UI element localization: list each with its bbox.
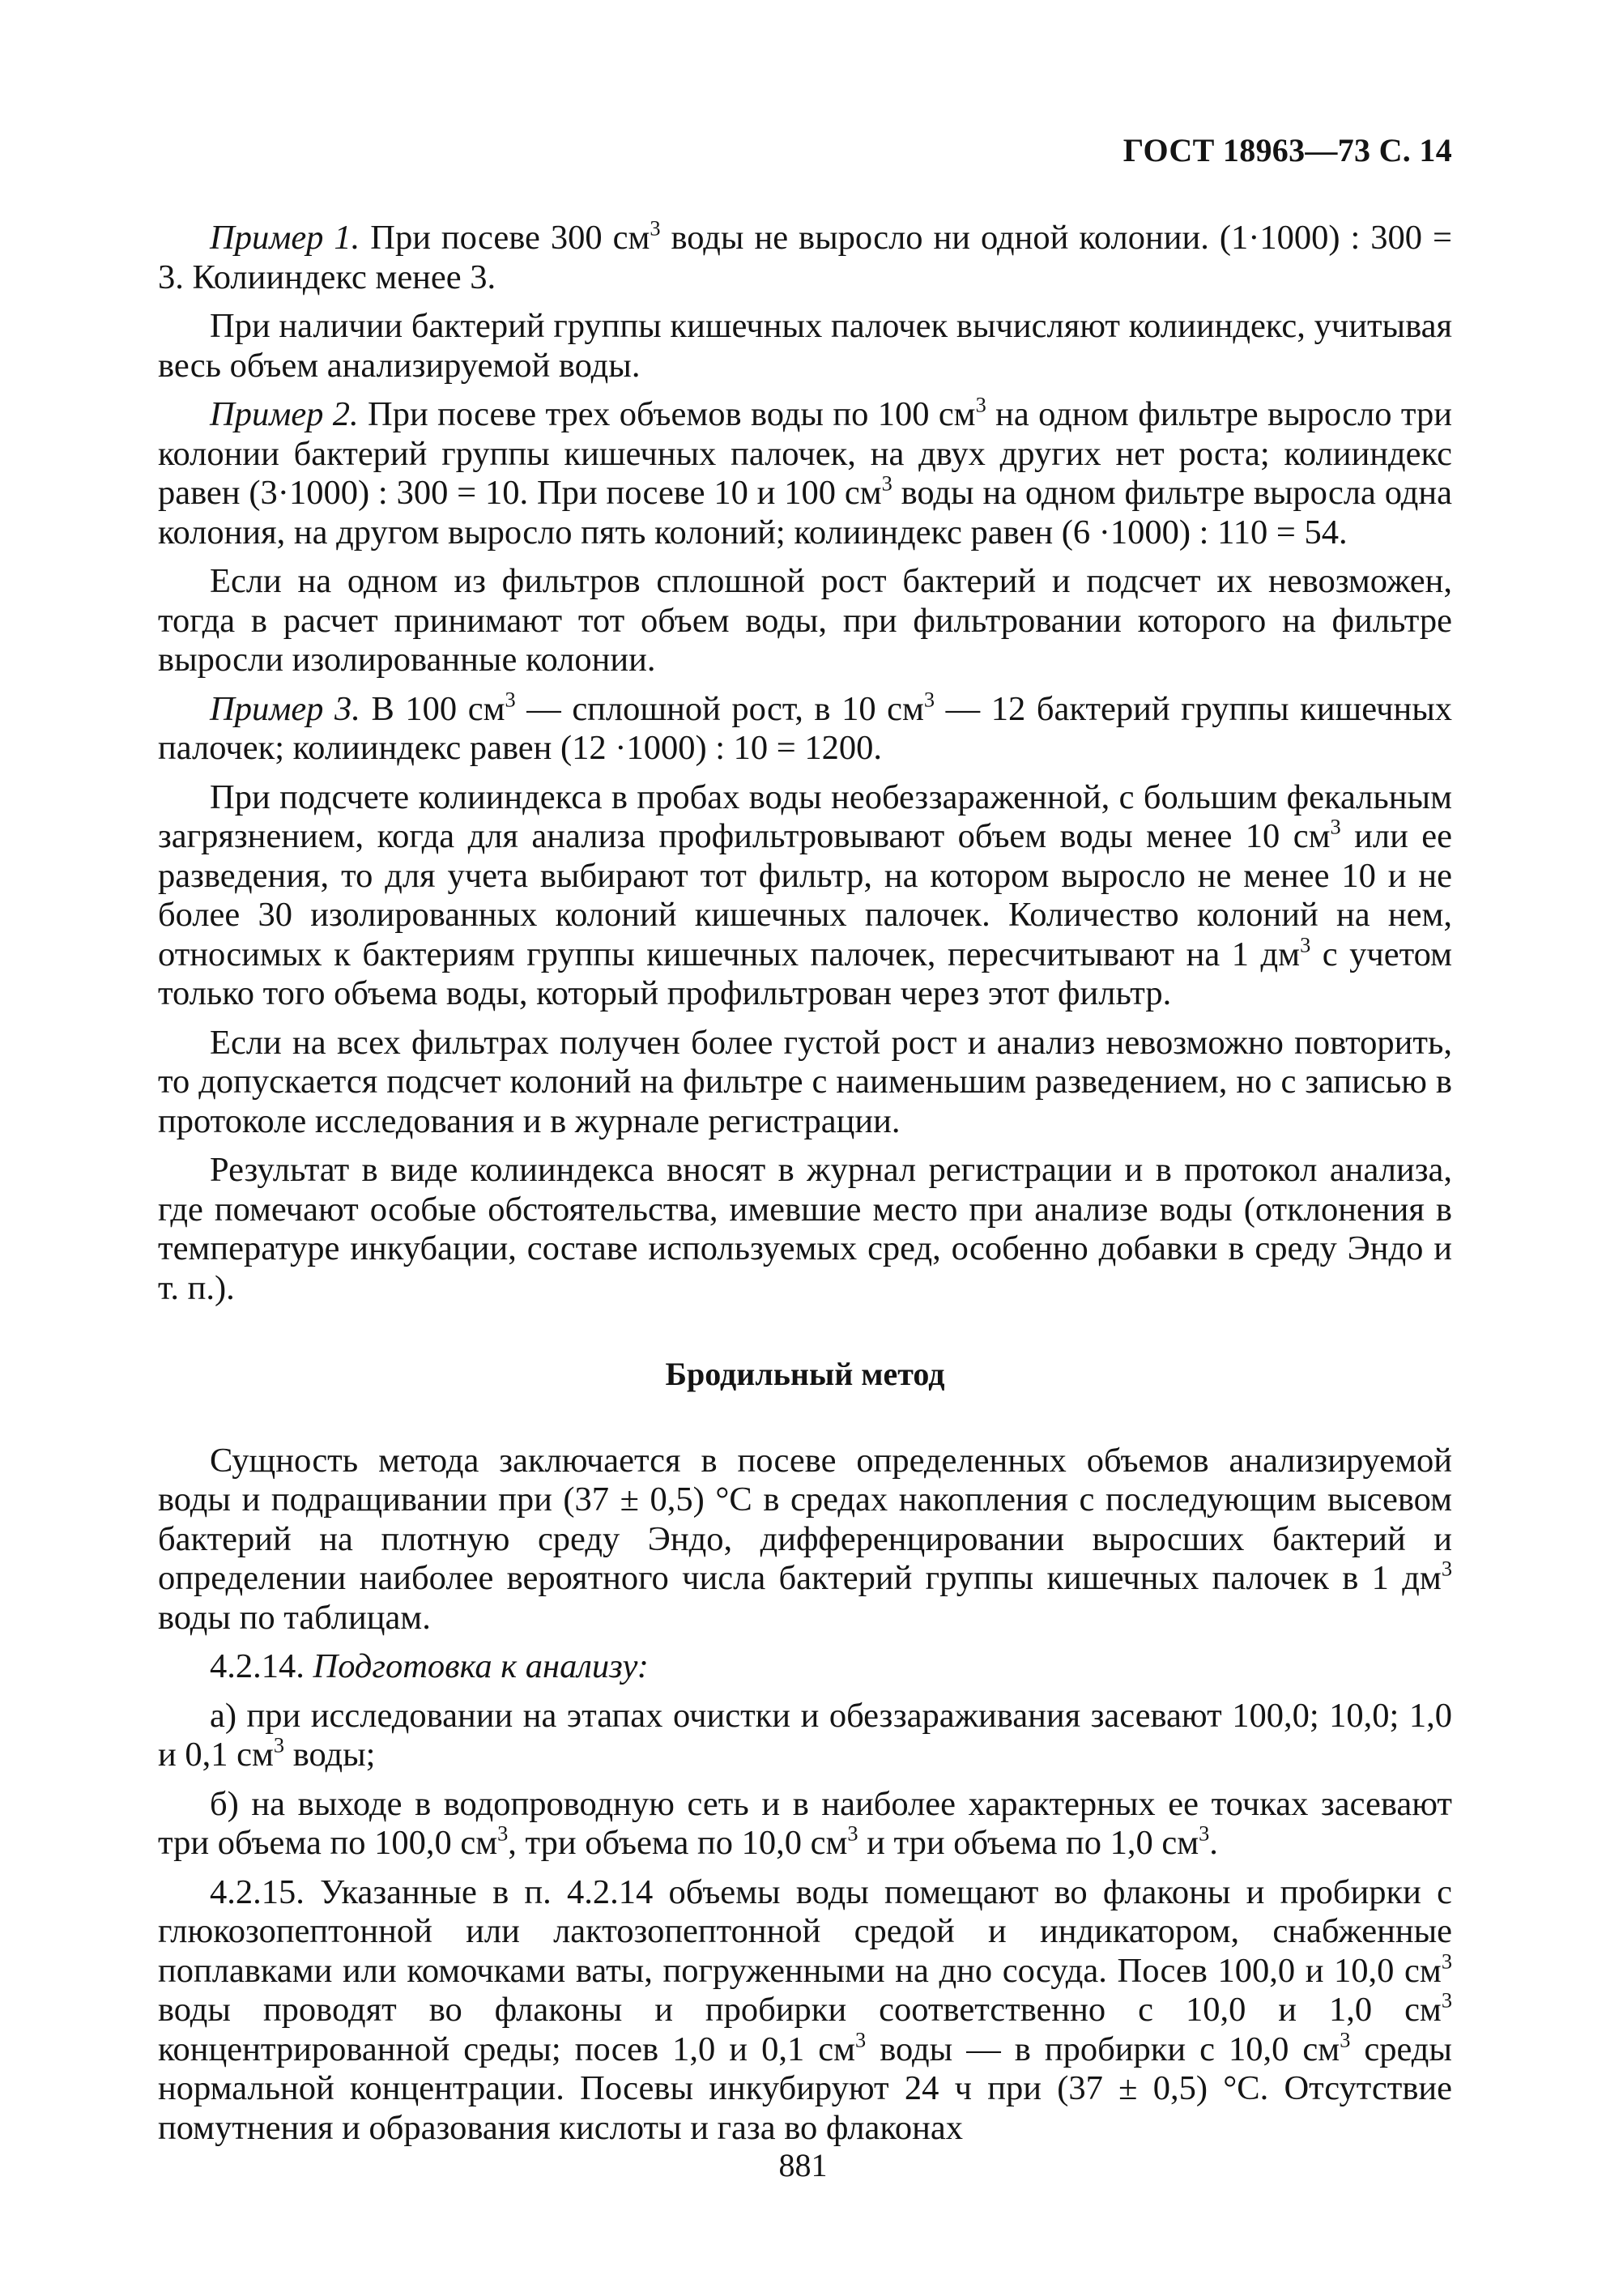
superscript: 3 xyxy=(650,216,661,241)
text-run: воды проводят во флаконы и пробирки соответственно с 10,0 и 1,0 см xyxy=(158,1991,1442,2029)
paragraph: При наличии бактерий группы кишечных палочек вычисляют колииндекс, учитывая весь объем анализируемой воды. xyxy=(158,307,1452,385)
page-body xyxy=(158,216,1453,2158)
superscript: 3 xyxy=(497,1821,509,1846)
superscript: 3 xyxy=(1330,815,1341,839)
list-item-b xyxy=(158,1785,1452,1864)
superscript: 3 xyxy=(923,688,935,712)
superscript: 3 xyxy=(1199,1821,1210,1846)
text-run: В 100 см xyxy=(360,689,505,728)
paragraph-example-2 xyxy=(158,395,1452,552)
paragraph xyxy=(158,1442,1452,1638)
text-run: воды; xyxy=(284,1736,376,1774)
clause-4-2-15 xyxy=(158,1873,1452,2149)
superscript: 3 xyxy=(854,2028,867,2052)
text-run: воды на одном фильтре выросла одна колония, на другом выросло пять колоний; колииндекс равен (6 ·1000) : 110 = 54. xyxy=(158,474,1452,552)
clause-title: Подготовка к анализу: xyxy=(313,1647,649,1685)
superscript: 3 xyxy=(1300,933,1311,957)
superscript: 3 xyxy=(881,471,892,496)
text-run: — 12 бактерий группы кишечных палочек; колииндекс равен (12 ·1000) : 10 = 1200. xyxy=(158,689,1453,767)
clause-4-2-14 xyxy=(158,1647,1452,1687)
text-run: . xyxy=(1209,1824,1218,1862)
text-run: б) на выходе в водопроводную сеть и в наиболее характерных ее точках засевают три объема по 100,0 см xyxy=(158,1784,1452,1862)
list-item-a xyxy=(158,1697,1452,1775)
paragraph xyxy=(158,778,1452,1014)
text-run: на одном фильтре выросло три колонии бактерий группы кишечных палочек, на двух других нет роста; колииндекс равен (3·1000) : 300 = 10. При посеве 10 и 100 см xyxy=(158,395,1452,512)
text-run: При подсчете колииндекса в пробах воды необеззараженной, с большим фекальным загрязнением, когда для анализа профильтровывают объем воды менее 10 см xyxy=(158,777,1452,855)
page-number: 881 xyxy=(778,2147,828,2183)
text-run: а) при исследовании на этапах очистки и обеззараживания засевают 100,0; 10,0; 1,0 и 0,1 см xyxy=(158,1696,1452,1774)
text-run: , три объема по 10,0 см xyxy=(508,1824,848,1862)
superscript: 3 xyxy=(975,393,986,417)
text-run: воды по таблицам. xyxy=(158,1598,431,1637)
paragraph-example-3 xyxy=(158,690,1452,769)
text-run: При посеве трех объемов воды по 100 см xyxy=(358,395,976,433)
example-label: Пример 3. xyxy=(210,689,360,728)
example-label: Пример 1. xyxy=(210,219,360,257)
section-heading: Бродильный метод xyxy=(665,1356,945,1392)
superscript: 3 xyxy=(1441,1988,1452,2013)
superscript: 3 xyxy=(505,688,516,712)
paragraph: Результат в виде колииндекса вносят в журнал регистрации и в протокол анализа, где помечают особые обстоятельства, имевшие место при анализе воды (отклонения в температуре инкубации, составе используемых сред, особенно добавки в среду Эндо и т. п.). xyxy=(158,1151,1452,1307)
superscript: 3 xyxy=(273,1733,285,1757)
text-run: воды — в пробирки с 10,0 см xyxy=(866,2030,1340,2068)
text-run: концентрированной среды; посев 1,0 и 0,1 см xyxy=(158,2030,855,2068)
superscript: 3 xyxy=(847,1821,858,1846)
text-run: 4.2.15. Указанные в п. 4.2.14 объемы воды помещают во флаконы и пробирки с глюкозопептонной или лактозопептонной средой и индикатором, снабженные поплавками или комочками ваты, погруженными на дно сосуда. Посев 100,0 и 10,0 см xyxy=(158,1872,1452,1990)
text-run: Сущность метода заключается в посеве определенных объемов анализируемой воды и подращивании при (37 ± 0,5) °С в средах накопления с последующим высевом бактерий на плотную среду Эндо, дифференцировании выросших бактерий и определении наиболее вероятного числа бактерий группы кишечных палочек в 1 дм xyxy=(158,1441,1452,1597)
paragraph: Если на всех фильтрах получен более густой рост и анализ невозможно повторить, то допускается подсчет колоний на фильтре с наименьшим разведением, но с записью в протоколе исследования и в журнале регистрации. xyxy=(158,1023,1452,1140)
text-run: — сплошной рост, в 10 см xyxy=(515,689,924,728)
text-run: с учетом только того объема воды, который профильтрован через этот фильтр. xyxy=(158,935,1452,1012)
superscript: 3 xyxy=(1441,1949,1452,1974)
example-label: Пример 2. xyxy=(210,395,359,433)
text-run: или ее разведения, то для учета выбирают тот фильтр, на котором выросло не менее 10 и не более 30 изолированных колоний кишечных палочек. Количество колоний на нем, относимых к бактериям группы кишечных палочек, пересчитывают на 1 дм xyxy=(158,817,1452,973)
clause-number: 4.2.14. xyxy=(210,1647,313,1685)
superscript: 3 xyxy=(1340,2028,1351,2052)
superscript: 3 xyxy=(1441,1557,1452,1581)
text-run: и три объема по 1,0 см xyxy=(858,1824,1199,1862)
page-header: ГОСТ 18963—73 С. 14 xyxy=(1122,132,1452,168)
text-run: При посеве 300 см xyxy=(360,219,650,257)
text-run: среды нормальной концентрации. Посевы инкубируют 24 ч при (37 ± 0,5) °С. Отсутствие помутнения и образования кислоты и газа во флаконах xyxy=(158,2030,1452,2147)
paragraph-example-1 xyxy=(158,216,1452,297)
paragraph: Если на одном из фильтров сплошной рост бактерий и подсчет их невозможен, тогда в расчет принимают тот объем воды, при фильтровании которого на фильтре выросли изолированные колонии. xyxy=(158,562,1452,679)
text-run: воды не выросло ни одной колонии. (1·1000) : 300 = 3. Колииндекс менее 3. xyxy=(158,219,1452,296)
